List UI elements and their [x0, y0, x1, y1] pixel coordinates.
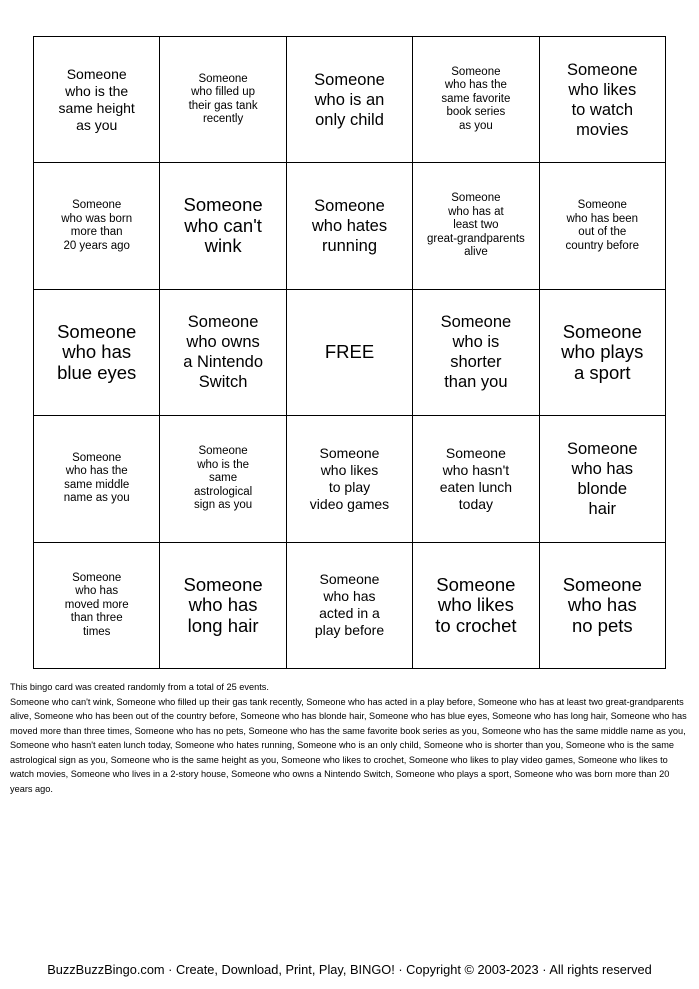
bingo-cell-text: Someone who can't wink: [183, 194, 263, 257]
bingo-cell-text: Someone who has no pets: [562, 573, 642, 636]
bingo-cell-text: Someone who hasn't eaten lunch today: [439, 444, 513, 512]
bingo-cell-text: FREE: [324, 341, 375, 363]
bingo-cell: [540, 290, 666, 416]
footer-copyright: BuzzBuzzBingo.com · Create, Download, Print, Play, BINGO! · Copyright © 2003-2023 · All rights reserved: [47, 962, 652, 977]
bingo-cell-text: Someone who is shorter than you: [440, 313, 512, 392]
bingo-cell-text: Someone who is the same astrological sign as you: [194, 445, 253, 512]
bingo-cell-text: Someone who was born more than 20 years ago: [61, 199, 133, 252]
bingo-cell: [34, 543, 160, 669]
bingo-cell: [34, 290, 160, 416]
bingo-cell: [540, 416, 666, 542]
bingo-cell: [287, 543, 413, 669]
bingo-cell: [413, 290, 539, 416]
bingo-cell-text: Someone who has at least two great-grandparents alive: [426, 192, 525, 259]
bingo-cell-text: Someone who has the same favorite book series as you: [441, 65, 511, 132]
bingo-cell: [34, 37, 160, 163]
bingo-cell-text: Someone who has blonde hair: [566, 439, 638, 518]
bingo-cell-text: Someone who has been out of the country before: [565, 199, 640, 252]
bingo-cell-free: [287, 290, 413, 416]
card-note-intro: This bingo card was created randomly from a total of 25 events.: [10, 682, 269, 692]
bingo-cell: [413, 416, 539, 542]
bingo-cell-text: Someone who has blue eyes: [57, 320, 137, 383]
bingo-cell: [287, 163, 413, 289]
bingo-cell: [540, 543, 666, 669]
card-note-events: Someone who can't wink, Someone who filled up their gas tank recently, Someone who has acted in a play before, Someone who has at least two great-grandparents alive, Someone who has been out of the country before, Someone who has blonde hair, Someone who has blue eyes, Someone who has long hair, Someone who has moved more than three times, Someone who has no pets, Someone who has the same favorite book series as you, Someone who has the same middle name as you, Someone who hasn't eaten lunch today, Someone who hates running, Someone who is an only child, Someone who is shorter than you, Someone who is the same astrological sign as you, Someone who is the same height as you, Someone who likes to crochet, Someone who likes to play video games, Someone who likes to watch movies, Someone who lives in a 2-story house, Someone who owns a Nintendo Switch, Someone who plays a sport, Someone who was born more than 20 years ago.: [10, 696, 687, 794]
bingo-cell: [540, 163, 666, 289]
bingo-cell: [540, 37, 666, 163]
bingo-cell-text: Someone who plays a sport: [561, 320, 644, 383]
bingo-cell: [160, 543, 286, 669]
bingo-cell: [413, 163, 539, 289]
bingo-cell-text: Someone who has moved more than three times: [64, 571, 129, 638]
bingo-cell-text: Someone who is an only child: [314, 70, 385, 129]
bingo-cell-text: Someone who hates running: [311, 197, 388, 256]
bingo-cell-text: Someone who filled up their gas tank recently: [188, 72, 258, 126]
bingo-cell: [413, 37, 539, 163]
bingo-cell: [160, 290, 286, 416]
bingo-cell-text: Someone who has the same middle name as you: [63, 451, 130, 505]
bingo-cell: [160, 416, 286, 542]
bingo-cell-text: Someone who likes to play video games: [309, 444, 390, 512]
bingo-cell: [34, 416, 160, 542]
bingo-cell-text: Someone who has long hair: [183, 573, 263, 636]
bingo-cell-text: Someone who likes to watch movies: [566, 60, 638, 139]
bingo-card: [33, 36, 666, 669]
bingo-cell: [160, 37, 286, 163]
bingo-cell: [287, 416, 413, 542]
bingo-cell: [160, 163, 286, 289]
bingo-cell: [34, 163, 160, 289]
bingo-cell-text: Someone who has acted in a play before: [314, 571, 385, 639]
bingo-cell-text: Someone who is the same height as you: [58, 65, 135, 133]
bingo-cell: [413, 543, 539, 669]
card-note: [10, 680, 690, 796]
bingo-cell-text: Someone who likes to crochet: [435, 573, 517, 636]
bingo-cell: [287, 37, 413, 163]
bingo-cell-text: Someone who owns a Nintendo Switch: [183, 313, 263, 392]
